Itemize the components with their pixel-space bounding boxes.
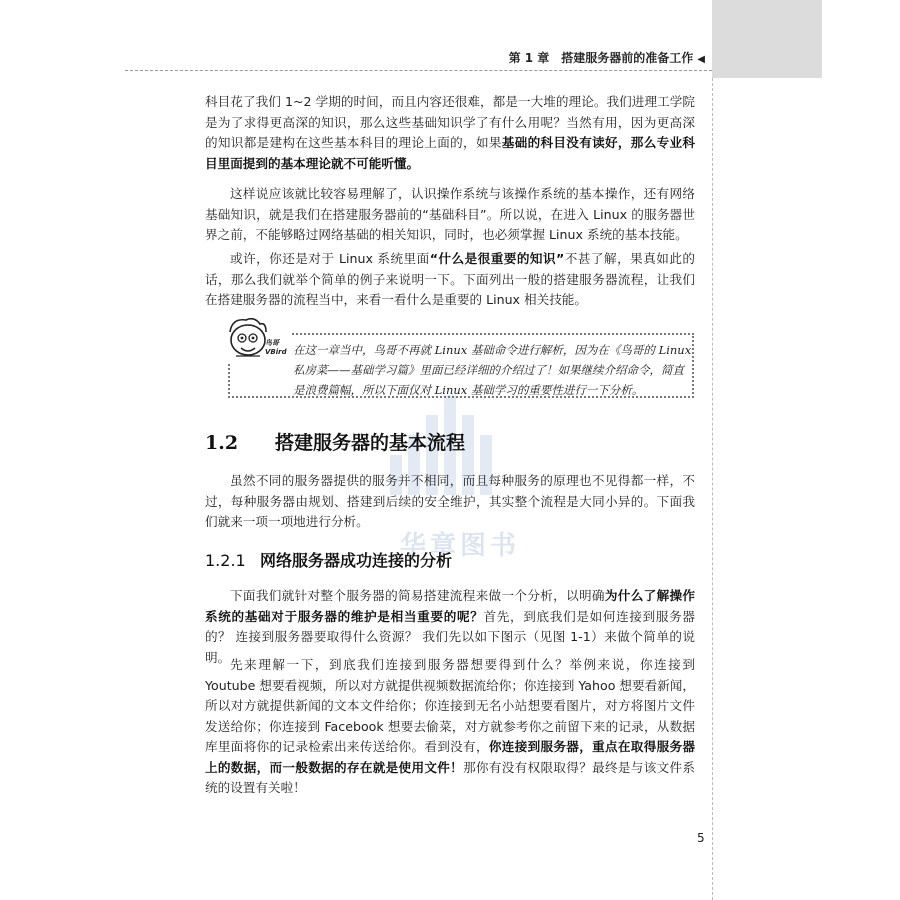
section-heading-1-2: 1.2 搭建服务器的基本流程 (205, 432, 466, 454)
paragraph-2: 这样说应该就比较容易理解了，认识操作系统与该操作系统的基本操作，还有网络基础知识，就是我们在搭建服务器前的“基础科目”。所以说，在进入 Linux 的服务器世界之前，不能够略过网络基础的相关知识，同时，也必须掌握 Linux 系统的基本技能。 (205, 186, 695, 242)
author-note-text: 在这一章当中，鸟哥不再就 Linux 基础命令进行解析，因为在《鸟哥的 Linux 私房菜——基础学习篇》里面已经详细的介绍过了！如果继续介绍命令，简直是浪费篇幅，所以下面仅对 Linux 基础学习的重要性进行一下分析。 (293, 343, 692, 397)
page-number: 5 (697, 831, 705, 845)
watermark-text: 华章图书 (400, 531, 521, 561)
section-1-2-1-paragraph-2: 先来理解一下，到底我们连接到服务器想要得到什么？举例来说，你连接到 Youtube 想要看视频，所以对方就提供视频数据流给你；你连接到 Yahoo 想要看新闻，所以对方就提供新闻的文本文件给你；你连接到无名小站想要看图片，对方将图片文件发送给你；你连接到 Facebook 想要去偷菜，对方就参考你之前留下来的记录，从数据库里面将你的记录检索出来传送给你。看到没有，你连接到服务器，重点在取得服务器上的数据，而一般数据的存在就是使用文件！那你有没有权限取得？最终是与该文件系统的设置有关啦！ (205, 657, 696, 795)
side-tab (712, 0, 822, 78)
section-1-2-1-paragraph-1: 下面我们就针对整个服务器的简易搭建流程来做一个分析，以明确为什么了解操作系统的基础对于服务器的维护是相当重要的呢？首先，到底我们是如何连接到服务器的？ 连接到服务器要取得什么资源？ 我们先以如下图示（见图 1-1）来做个简单的说明。 (205, 588, 696, 665)
running-header (509, 49, 705, 66)
triangle-left-icon: ◀ (697, 54, 705, 65)
paragraph-1: 科目花了我们 1~2 学期的时间，而且内容还很难，都是一大堆的理论。我们进理工学院是为了求得更高深的知识，那么这些基础知识学了有什么用呢？当然有用，因为更高深的知识都是建构在这些基本科目的理论上面的，如果基础的科目没有读好，那么专业科目里面提到的基本理论就不可能听懂。 (205, 94, 696, 171)
section-1-2-paragraph: 虽然不同的服务器提供的服务并不相同，而且每种服务的原理也不见得都一样，不过，每种服务器由规划、搭建到后续的安全维护，其实整个流程是大同小异的。下面我们就来一项一项地进行分析。 (205, 473, 695, 529)
header-divider (125, 70, 712, 71)
paragraph-3: 或许，你还是对于 Linux 系统里面“什么是很重要的知识”不甚了解，果真如此的话，那么我们就举个简单的例子来说明一下。下面列出一般的搭建服务器流程，让我们在搭建服务器的流程当中，来看一看什么是重要的 Linux 相关技能。 (205, 251, 695, 307)
chapter-title: 第 1 章 搭建服务器前的准备工作 (508, 51, 694, 65)
mascot-label: 鸟哥 VBird (265, 339, 287, 356)
section-heading-1-2-1: 1.2.1 网络服务器成功连接的分析 (205, 551, 453, 570)
page-edge-dashed-line (712, 78, 713, 900)
